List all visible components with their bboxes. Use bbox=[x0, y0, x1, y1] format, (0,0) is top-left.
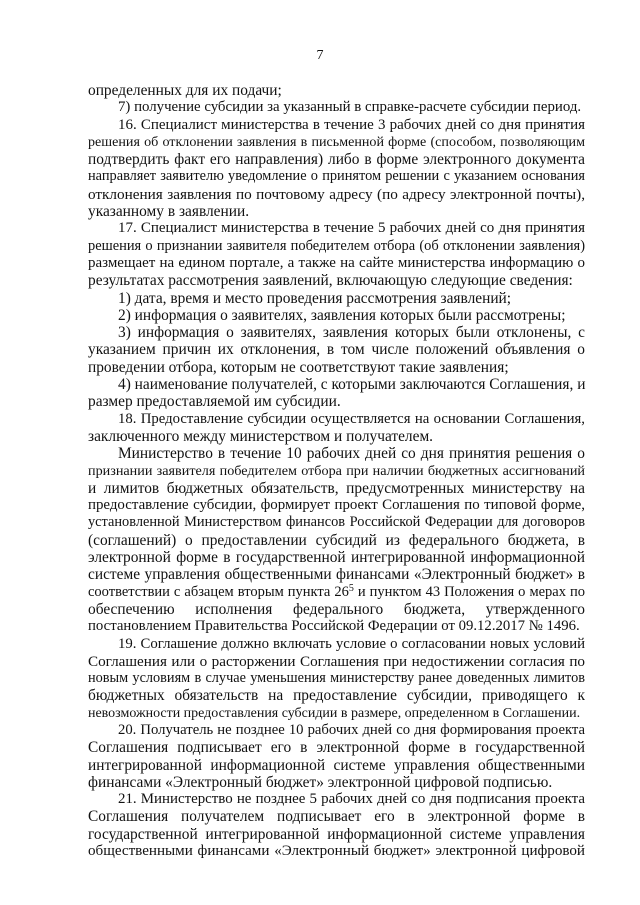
text-line: направляет заявителю уведомление о принятом решении с указанием основания bbox=[88, 168, 585, 185]
text-line: размер предоставляемой им субсидии. bbox=[88, 393, 341, 411]
text-line: указанием причин их отклонения, в том числе положений объявления о bbox=[88, 341, 585, 359]
text-line: определенных для их подачи; bbox=[88, 82, 282, 99]
text-line: (соглашений) о предоставлении субсидий из федерального бюджета, в bbox=[88, 531, 585, 549]
text-line: решения об отклонении заявления в письменной форме (способом, позволяющим bbox=[88, 133, 585, 150]
text-line: невозможности предоставления субсидии в размере, определенном в Соглашении. bbox=[88, 705, 581, 721]
text-line: 20. Получатель не позднее 10 рабочих дней со дня формирования проекта bbox=[118, 721, 585, 738]
text-line: интегрированной информационной системе управления общественными bbox=[88, 756, 585, 774]
page-number: 7 bbox=[316, 48, 324, 63]
text-line: заключенного между министерством и получателем. bbox=[88, 427, 434, 445]
document-body bbox=[88, 82, 585, 860]
text-line: Министерство в течение 10 рабочих дней со дня принятия решения о bbox=[118, 445, 585, 463]
text-line: подтвердить факт его направления) либо в форме электронного документа bbox=[88, 151, 585, 169]
text-line: бюджетных обязательств на предоставление субсидии, приводящего к bbox=[88, 687, 585, 705]
text-line: предоставление субсидии, формирует проект Соглашения по типовой форме, bbox=[88, 497, 585, 514]
text-line: 2) информация о заявителях, заявления которых были рассмотрены; bbox=[118, 306, 566, 324]
text-line: 7) получение субсидии за указанный в справке-расчете субсидии период. bbox=[118, 99, 582, 116]
text-line: 4) наименование получателей, с которыми заключаются Соглашения, и bbox=[118, 376, 586, 394]
text-line: 18. Предоставление субсидии осуществляется на основании Соглашения, bbox=[118, 410, 585, 427]
text-line: и лимитов бюджетных обязательств, предусмотренных министерству на bbox=[88, 479, 585, 497]
text-line: системе управления общественными финансами «Электронный бюджет» в bbox=[88, 566, 585, 584]
text-line: решения о признании заявителя победителем отбора (об отклонении заявления) bbox=[88, 237, 585, 254]
text-line: указанному в заявлении. bbox=[88, 203, 250, 221]
text-line: 16. Специалист министерства в течение 3 рабочих дней со дня принятия bbox=[118, 116, 585, 133]
text-line: государственной интегрированной информационной системе управления bbox=[88, 825, 585, 843]
text-line: 17. Специалист министерства в течение 5 рабочих дней со дня принятия bbox=[118, 220, 585, 237]
text-line: Соглашения подписывает его в электронной форме в государственной bbox=[88, 739, 585, 757]
text-line: размещает на едином портале, а также на сайте министерства информацию о bbox=[88, 254, 585, 271]
text-line: Соглашения получателем подписывает его в электронной форме в bbox=[88, 808, 585, 826]
text-line: проведении отбора, которым не соответствуют такие заявления; bbox=[88, 358, 509, 376]
text-line: отклонения заявления по почтовому адресу (по адресу электронной почты), bbox=[88, 185, 585, 203]
text-line: финансами «Электронный бюджет» электронной цифровой подписью. bbox=[88, 773, 553, 791]
text-line: установленной Министерством финансов Российской Федерации для договоров bbox=[88, 514, 585, 531]
text-line: признании заявителя победителем отбора при наличии бюджетных ассигнований bbox=[88, 462, 585, 479]
text-line: 3) информация о заявителях, заявления которых были отклонены, с bbox=[118, 324, 585, 342]
text-line: Соглашения или о расторжении Соглашения при недостижении согласия по bbox=[88, 652, 585, 670]
text-line: постановлением Правительства Российской Федерации от 09.12.2017 № 1496. bbox=[88, 618, 580, 635]
text-line: соответствии с абзацем вторым пункта $26^5$ и пунктом 43 Положения о мерах по bbox=[88, 582, 586, 600]
text-line: 21. Министерство не позднее 5 рабочих дней со дня подписания проекта bbox=[118, 791, 585, 808]
text-line: 1) дата, время и место проведения рассмотрения заявлений; bbox=[118, 289, 512, 307]
text-line: новым условиям в случае уменьшения министерству ранее доведенных лимитов bbox=[88, 670, 585, 687]
text-line: 19. Соглашение должно включать условие о согласовании новых условий bbox=[118, 635, 585, 652]
text-line: электронной форме в государственной интегрированной информационной bbox=[88, 549, 585, 567]
text-line: результатах рассмотрения заявлений, включающую следующие сведения: bbox=[88, 272, 573, 290]
text-line: общественными финансами «Электронный бюджет» электронной цифровой bbox=[88, 843, 585, 860]
text-line: обеспечению исполнения федерального бюджета, утвержденного bbox=[88, 600, 585, 618]
